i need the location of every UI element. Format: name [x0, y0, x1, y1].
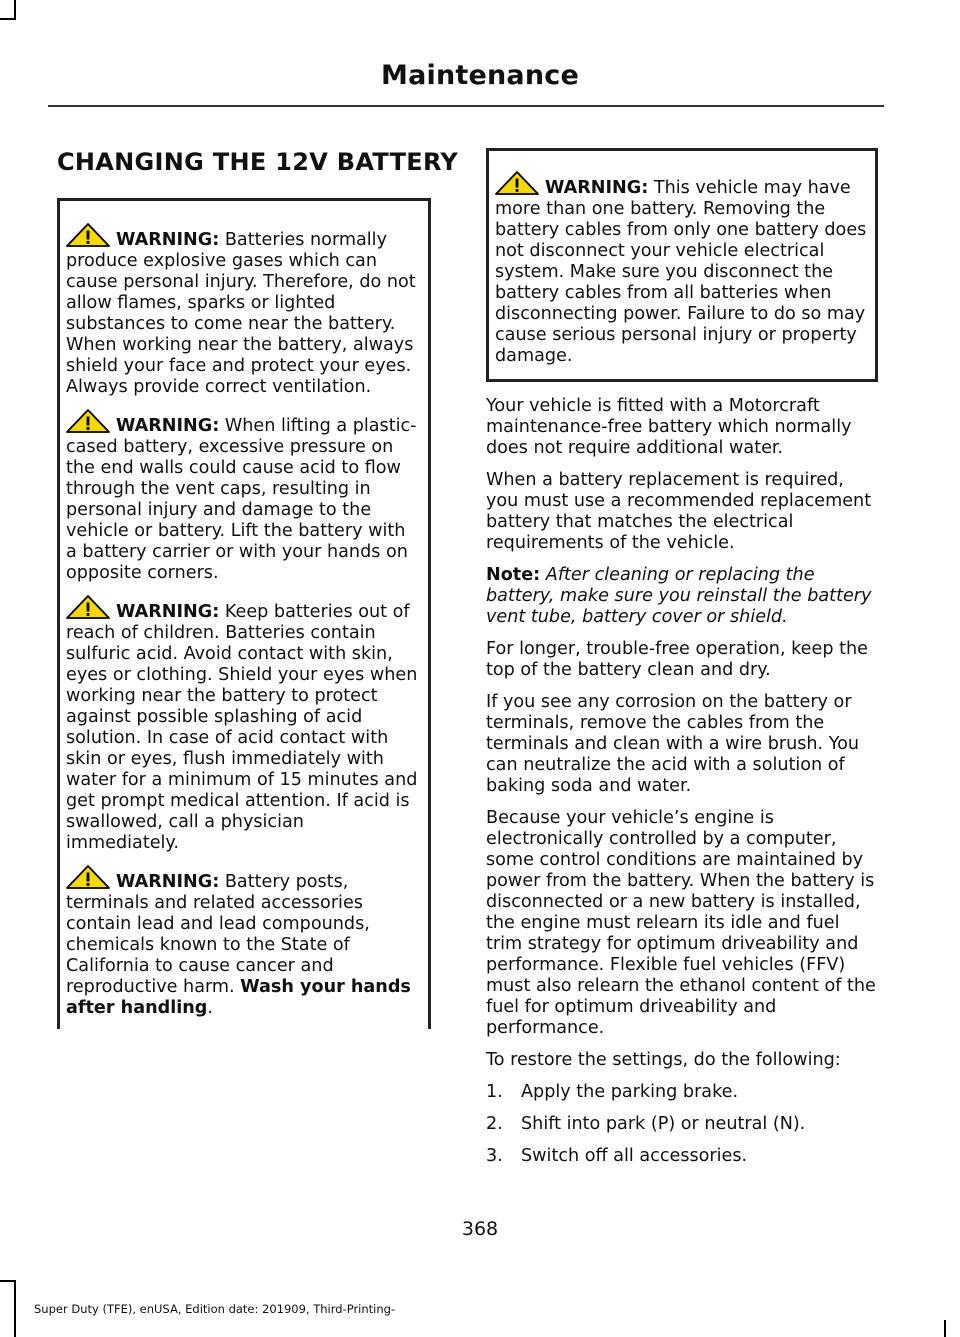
warning-label: WARNING:: [116, 416, 220, 436]
step-text: Switch off all accessories.: [521, 1146, 748, 1166]
footer-edition-info: Super Duty (TFE), enUSA, Edition date: 201909, Third-Printing-: [34, 1302, 396, 1316]
warning-label: WARNING:: [116, 602, 220, 622]
warning-triangle-icon: [66, 223, 110, 247]
warning-box-left: [57, 198, 431, 1029]
warning-triangle-icon: [495, 171, 539, 195]
warning-triangle-icon: [66, 865, 110, 889]
warning-text: When lifting a plastic-cased battery, excessive pressure on the end walls could cause acid to flow through the vent caps, resulting in personal injury and damage to the vehicle or battery. Lift the battery with a battery carrier or with your hands on opposite corners.: [66, 416, 417, 583]
warning-end: .: [207, 998, 213, 1018]
warning-text: Batteries normally produce explosive gases which can cause personal injury. Therefore, do not allow flames, sparks or lighted substances to come near the battery. When working near the battery, always shield your face and protect your eyes. Always provide correct ventilation.: [66, 230, 416, 397]
crop-mark: [944, 1320, 946, 1337]
warning-label: WARNING:: [545, 178, 649, 198]
body-text: [486, 396, 878, 1167]
left-column: [57, 198, 431, 1029]
section-heading: CHANGING THE 12V BATTERY: [57, 148, 459, 176]
step-text: Apply the parking brake.: [521, 1082, 739, 1102]
warning-paragraph: [495, 171, 867, 367]
warning-text: Battery posts, terminals and related accessories contain lead and lead compounds, chemicals known to the State of California to cause cancer and reproductive harm.: [66, 872, 370, 997]
list-item: [486, 1082, 878, 1103]
note: [486, 565, 878, 628]
page-number: 368: [461, 1218, 499, 1240]
step-text: Shift into park (P) or neutral (N).: [521, 1114, 806, 1134]
paragraph: Because your vehicle’s engine is electronically controlled by a computer, some control conditions are maintained by power from the battery. When the battery is disconnected or a new battery is installed, the engine must relearn its idle and fuel trim strategy for optimum driveability and performance. Flexible fuel vehicles (FFV) must also relearn the ethanol content of the fuel for optimum driveability and performance.: [486, 808, 876, 1038]
step-number: 2.: [486, 1114, 503, 1134]
step-number: 3.: [486, 1146, 503, 1166]
paragraph: To restore the settings, do the following:: [486, 1050, 841, 1070]
crop-mark: [0, 1280, 16, 1282]
crop-mark: [14, 0, 16, 20]
warning-bold-instruction: Wash your hands after handling: [66, 977, 411, 1018]
warning-paragraph: [66, 223, 420, 398]
warning-box-right: [486, 148, 878, 382]
right-column: [486, 148, 878, 1178]
list-item: [486, 1114, 878, 1135]
warning-paragraph: [66, 865, 420, 1019]
warning-paragraph: [66, 409, 420, 584]
header-divider: [48, 105, 884, 107]
paragraph: Your vehicle is fitted with a Motorcraft maintenance-free battery which normally does not require additional water.: [486, 396, 852, 458]
warning-text: Keep batteries out of reach of children. Batteries contain sulfuric acid. Avoid contact with skin, eyes or clothing. Shield your eyes when working near the battery to protect against possible splashing of acid solution. In case of acid contact with skin or eyes, flush immediately with water for a minimum of 15 minutes and get prompt medical attention. If acid is swallowed, call a physician immediately.: [66, 602, 418, 853]
note-label: Note:: [486, 565, 541, 585]
page-header-title: Maintenance: [381, 60, 579, 91]
crop-mark: [0, 18, 16, 20]
paragraph: If you see any corrosion on the battery or terminals, remove the cables from the terminals and clean with a wire brush. You can neutralize the acid with a solution of baking soda and water.: [486, 692, 860, 796]
crop-mark: [14, 1280, 16, 1337]
step-number: 1.: [486, 1082, 503, 1102]
warning-triangle-icon: [66, 595, 110, 619]
list-item: [486, 1146, 878, 1167]
paragraph: For longer, trouble-free operation, keep the top of the battery clean and dry.: [486, 639, 868, 680]
warning-text: This vehicle may have more than one battery. Removing the battery cables from only one battery does not disconnect your vehicle electrical system. Make sure you disconnect the battery cables from all batteries when disconnecting power. Failure to do so may cause serious personal injury or property damage.: [495, 178, 867, 366]
paragraph: When a battery replacement is required, you must use a recommended replacement battery that matches the electrical requirements of the vehicle.: [486, 470, 872, 553]
warning-triangle-icon: [66, 409, 110, 433]
note-text: After cleaning or replacing the battery, make sure you reinstall the battery vent tube, battery cover or shield.: [486, 565, 872, 627]
warning-label: WARNING:: [116, 230, 220, 250]
warning-paragraph: [66, 595, 420, 854]
warning-label: WARNING:: [116, 872, 220, 892]
